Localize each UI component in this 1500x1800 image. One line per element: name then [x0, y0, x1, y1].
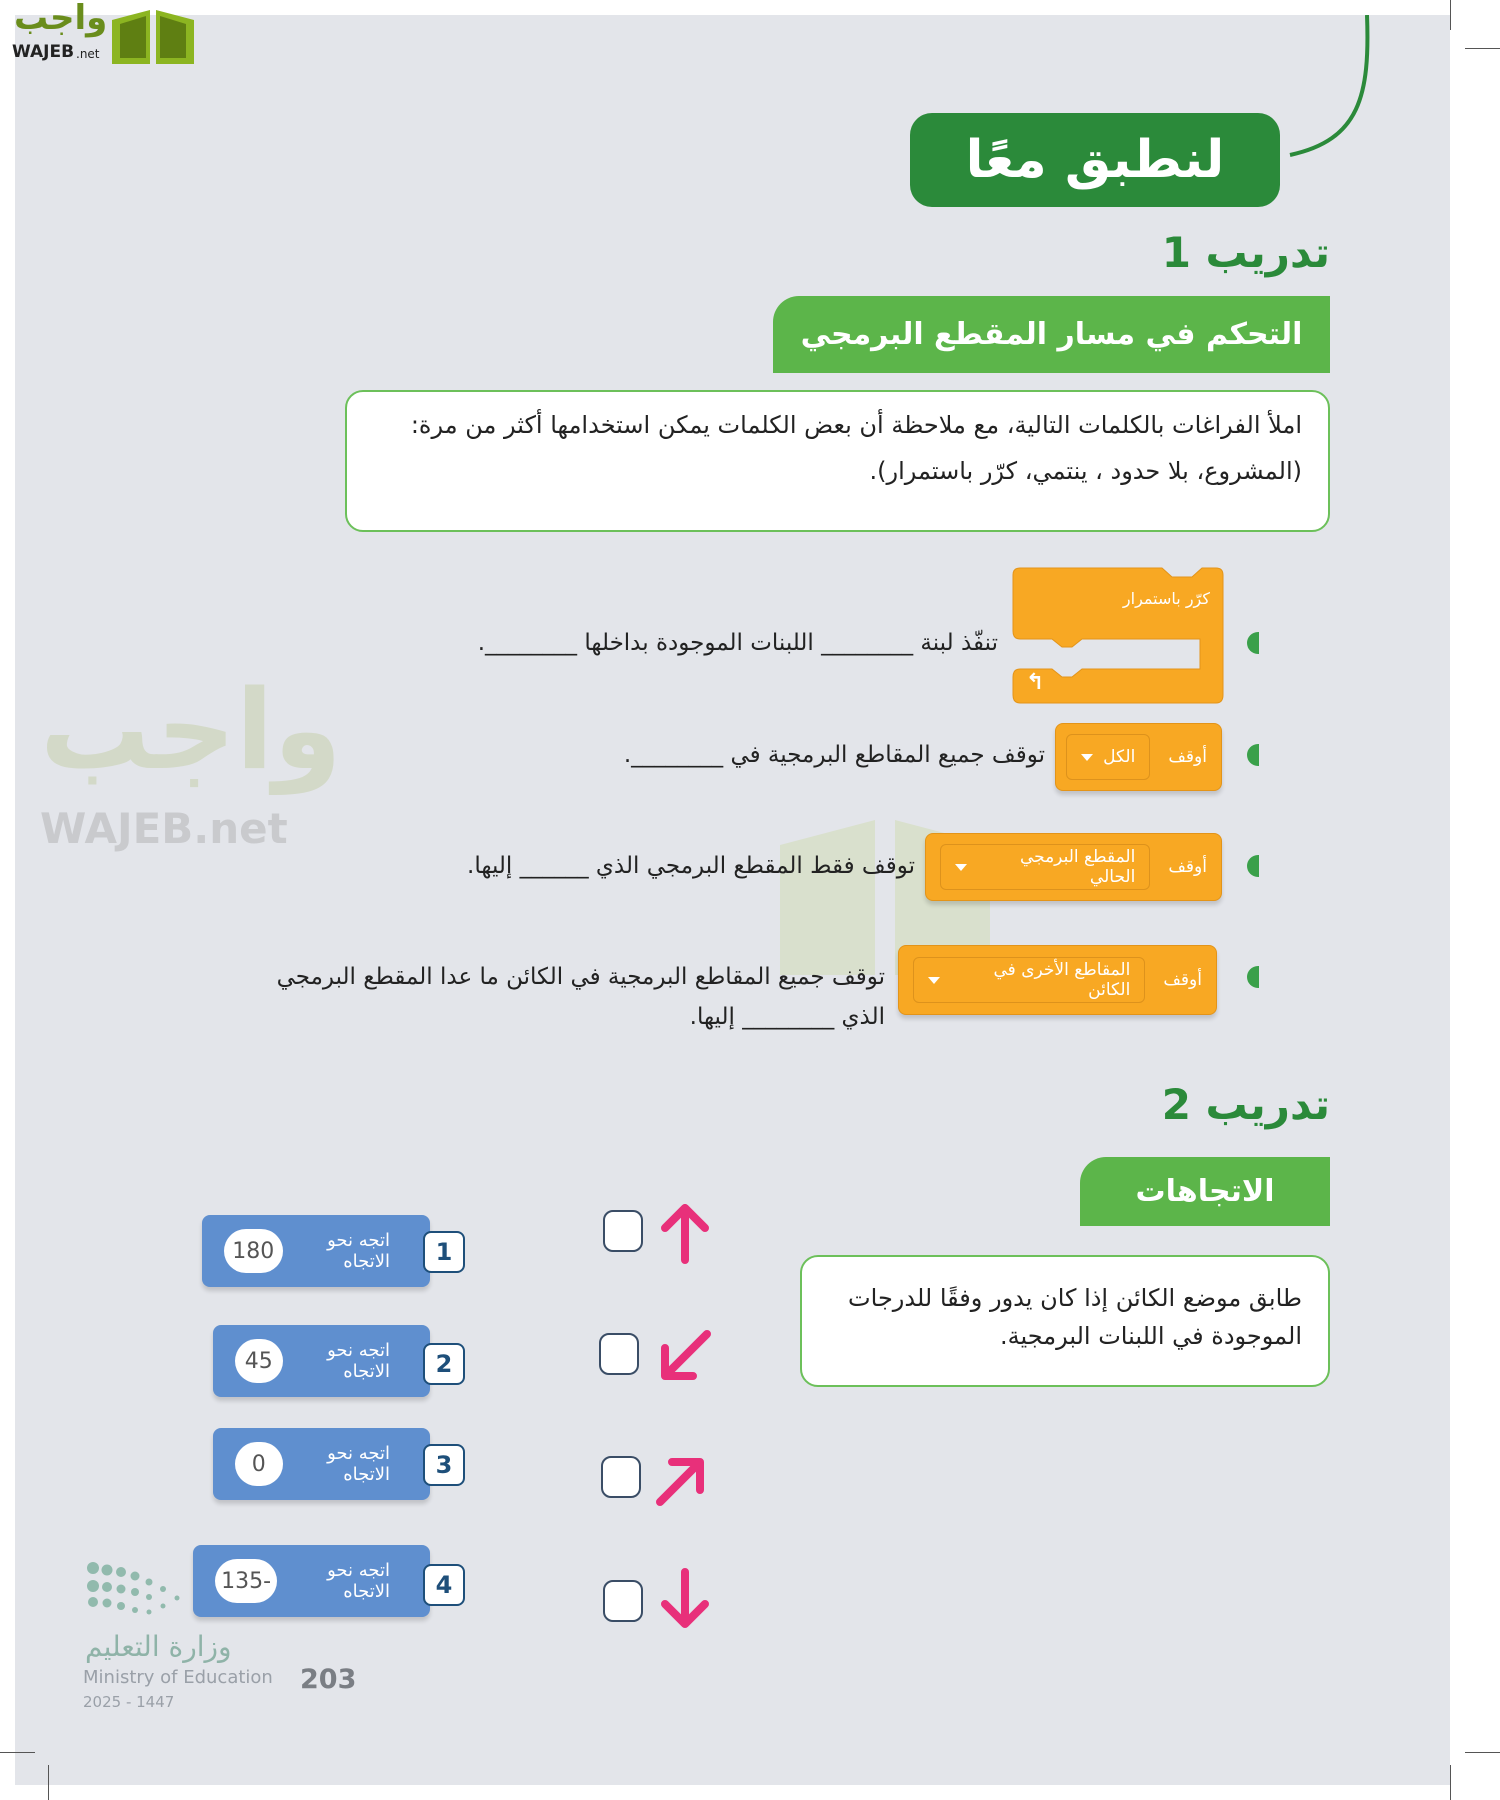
arrow-down-left-icon [655, 1328, 715, 1384]
stop-option-dropdown[interactable] [1066, 734, 1150, 780]
direction-value-input[interactable]: 180 [224, 1229, 283, 1273]
block-number-badge: 3 [423, 1444, 465, 1486]
crop-mark [1465, 48, 1500, 49]
row-3-text: توقف فقط المقطع البرمجي الذي ______ إليها. [467, 853, 915, 879]
stop-label: أوقف [1168, 857, 1207, 877]
block-label: اتجه نحو الاتجاه [327, 1560, 390, 1602]
block-number-badge: 4 [423, 1564, 465, 1606]
crop-mark [1450, 1765, 1451, 1800]
row-4-text: توقف جميع المقاطع البرمجية في الكائن ما عدا المقطع البرمجي [276, 964, 885, 990]
block-label: اتجه نحو الاتجاه [327, 1230, 390, 1272]
crop-mark [1450, 0, 1451, 30]
dropdown-value: المقاطع الأخرى في الكائن [993, 960, 1131, 1000]
crop-mark [0, 1752, 35, 1753]
answer-checkbox-1[interactable] [603, 1210, 643, 1252]
instruction-line: املأ الفراغات بالكلمات التالية، مع ملاحظة أن بعض الكلمات يمكن استخدامها أكثر من مرة: [410, 411, 1302, 439]
page-number: 203 [300, 1664, 357, 1695]
book-icon [108, 6, 198, 68]
crop-mark [1465, 1752, 1500, 1753]
logo-latin: WAJEB [12, 42, 75, 62]
stop-label: أوقف [1163, 970, 1202, 990]
exercise-1-heading: تدريب 1 [1161, 228, 1330, 277]
loop-arrow-icon: ↰ [1026, 670, 1045, 695]
wajeb-logo [8, 0, 198, 68]
logo-arabic: واجب [14, 0, 108, 38]
arrow-down-icon [655, 1566, 715, 1632]
answer-checkbox-3[interactable] [601, 1456, 641, 1498]
ministry-logo-icon [85, 1560, 185, 1625]
row-1-text: تنفّذ لبنة ________ اللبنات الموجودة بداخلها ________. [477, 630, 998, 656]
exercise-1-band: التحكم في مسار المقطع البرمجي [773, 296, 1330, 373]
arrow-up-icon [655, 1200, 715, 1266]
stop-option-dropdown[interactable] [913, 957, 1145, 1003]
exercise-2-instructions: طابق موضع الكائن إذا كان يدور وفقًا للدرجات الموجودة في اللبنات البرمجية. [800, 1255, 1330, 1387]
dropdown-value: المقطع البرمجي الحالي [1019, 847, 1136, 887]
block-label: اتجه نحو الاتجاه [327, 1340, 390, 1382]
answer-checkbox-2[interactable] [599, 1333, 639, 1375]
arrow-up-right-icon [652, 1452, 712, 1508]
edition-year: 2025 - 1447 [83, 1693, 175, 1711]
stop-label: أوقف [1168, 747, 1207, 767]
block-number-badge: 2 [423, 1343, 465, 1385]
exercise-2-band: الاتجاهات [1080, 1157, 1330, 1226]
dropdown-value: الكل [1103, 747, 1136, 767]
instruction-words: (المشروع، بلا حدود ، ينتمي، كرّر باستمرار). [869, 457, 1302, 485]
stop-all-block [1055, 723, 1222, 791]
watermark-latin: WAJEB.net [40, 804, 288, 853]
watermark-arabic: واجب [40, 666, 342, 794]
stop-this-script-block [925, 833, 1222, 901]
direction-value-input[interactable]: -135 [215, 1559, 277, 1603]
dropdown-caret-icon [1081, 754, 1093, 761]
crop-mark [48, 1765, 49, 1800]
ministry-name-arabic: وزارة التعليم [85, 1630, 232, 1663]
dropdown-caret-icon [928, 977, 940, 984]
repeat-label: كرّر باستمرار [1122, 589, 1210, 608]
ministry-name-english: Ministry of Education [83, 1667, 273, 1688]
direction-value-input[interactable]: 45 [235, 1339, 283, 1383]
point-direction-block-4 [193, 1545, 430, 1617]
block-label: اتجه نحو الاتجاه [327, 1443, 390, 1485]
dropdown-caret-icon [955, 864, 967, 871]
logo-suffix: .net [76, 47, 100, 61]
direction-value-input[interactable]: 0 [235, 1442, 283, 1486]
block-number-badge: 1 [423, 1231, 465, 1273]
point-direction-block-1 [202, 1215, 430, 1287]
point-direction-block-3 [213, 1428, 430, 1500]
row-2-text: توقف جميع المقاطع البرمجية في ________. [623, 742, 1045, 768]
page-background [15, 15, 1450, 1785]
exercise-1-instructions [345, 390, 1330, 532]
repeat-forever-block [1012, 567, 1224, 705]
decorative-line [1270, 15, 1380, 165]
point-direction-block-2 [213, 1325, 430, 1397]
row-4-text-cont: الذي ________ إليها. [689, 1004, 885, 1030]
section-title: لنطبق معًا [910, 113, 1280, 207]
stop-other-scripts-block [898, 945, 1217, 1015]
exercise-2-heading: تدريب 2 [1161, 1080, 1330, 1129]
answer-checkbox-4[interactable] [603, 1580, 643, 1622]
stop-option-dropdown[interactable] [940, 844, 1150, 890]
